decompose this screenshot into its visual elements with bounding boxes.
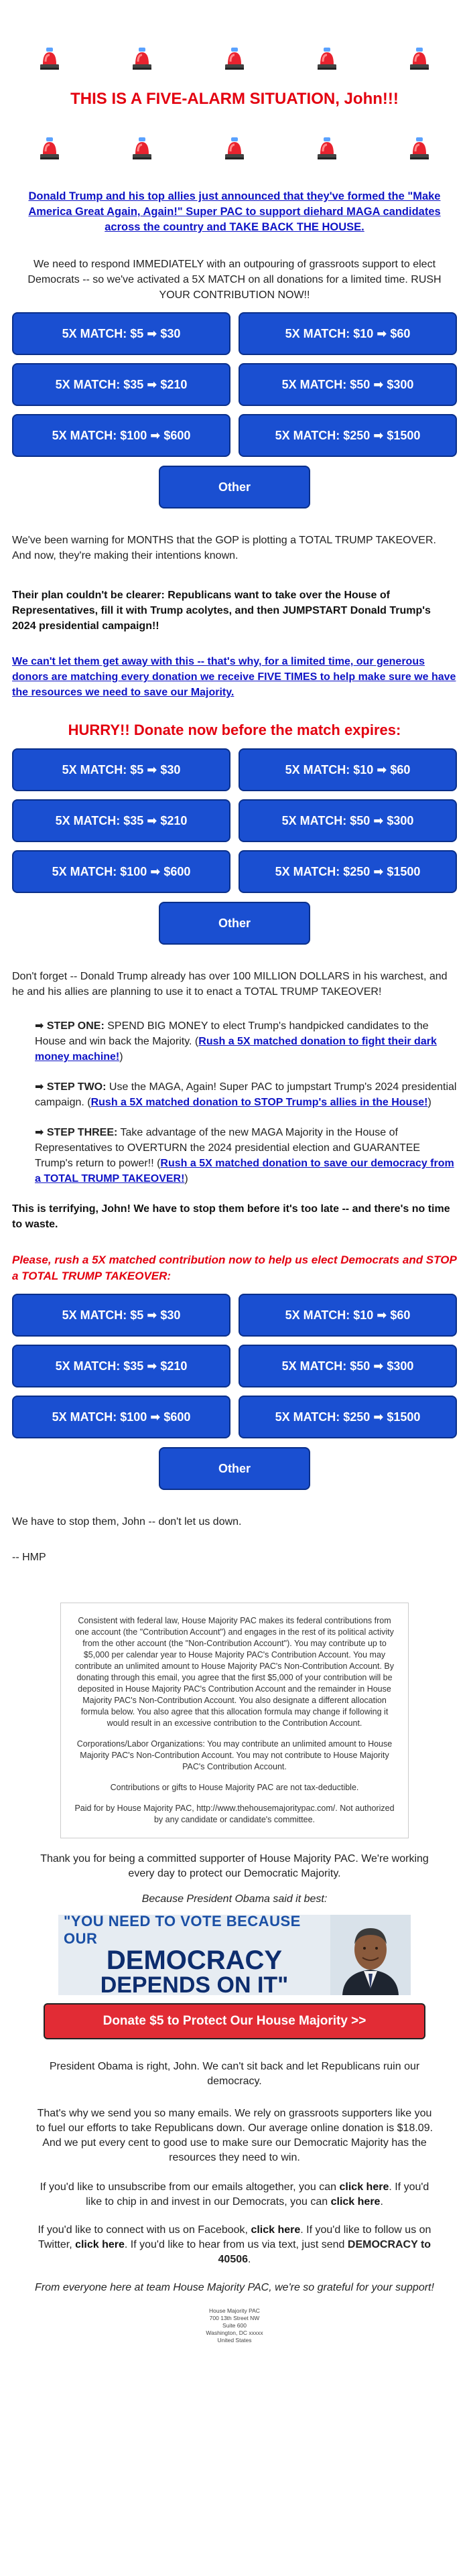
donate-50-button[interactable]: 5X MATCH: $50 ➡ $300 <box>239 799 457 842</box>
donate-50-button[interactable]: 5X MATCH: $50 ➡ $300 <box>239 363 457 406</box>
disclaimer-paid-for: Paid for by House Majority PAC, http://www.thehousemajoritypac.com/. Not authorized by any candidate or candidate's committee. <box>74 1804 395 1824</box>
banner-text <box>58 1915 330 1995</box>
donate-5-button[interactable]: 5X MATCH: $5 ➡ $30 <box>12 1294 230 1337</box>
donate-10-button[interactable]: 5X MATCH: $10 ➡ $60 <box>239 748 457 791</box>
hurry-heading: HURRY!! Donate now before the match expires: <box>68 722 401 738</box>
siren-row-top <box>12 0 457 72</box>
obama-intro: Because President Obama said it best: <box>141 1893 328 1905</box>
unsubscribe-text: If you'd like to unsubscribe from our emails altogether, you can click here. If you'd like to chip in and invest in our Democrats, you can click here. <box>40 2181 429 2208</box>
address-line: Washington, DC xxxxx <box>206 2329 263 2336</box>
signature: -- HMP <box>12 1552 46 1563</box>
donate-35-button[interactable]: 5X MATCH: $35 ➡ $210 <box>12 363 230 406</box>
disclaimer-tax: Contributions or gifts to House Majority PAC are not tax-deductible. <box>110 1783 359 1792</box>
donate-5-button[interactable]: 5X MATCH: $5 ➡ $30 <box>12 312 230 355</box>
siren-icon <box>36 135 63 162</box>
donate-50-button[interactable]: 5X MATCH: $50 ➡ $300 <box>239 1345 457 1387</box>
donate-250-button[interactable]: 5X MATCH: $250 ➡ $1500 <box>239 414 457 457</box>
disclaimer-contribution: Consistent with federal law, House Majority PAC makes its federal contributions from one account (the "Contribution Account") and engages in the rest of its political activity from the other account (the "Non-Contribution Account"). You may contribute up to $5,000 per calendar year to House Majority PAC's Contribution Account. You may contribute an unlimited amount to House Majority PAC's Non-Contribution Account. By donating through this email, you agree that the first $5,000 of your contribution will be deposited in House Majority PAC's Contribution Account and the remainder in House Majority PAC's Non-Contribution Account. You also designate a different allocation formula below. You also agree that this allocation formula may change if following it would result in an excessive contribution to the Contribution Account. <box>74 1616 394 1728</box>
donate-100-button[interactable]: 5X MATCH: $100 ➡ $600 <box>12 850 230 893</box>
chip-in-link[interactable]: click here <box>330 2196 381 2208</box>
step-one <box>35 1018 457 1065</box>
donate-100-button[interactable]: 5X MATCH: $100 ➡ $600 <box>12 414 230 457</box>
thanks-text: Thank you for being a committed supporter of House Majority PAC. We're working every day to protect our Democratic Majority. <box>40 1853 429 1879</box>
siren-icon <box>314 46 340 72</box>
banner-democracy: DEMOCRACY <box>106 1946 283 1975</box>
twitter-link[interactable]: click here <box>75 2239 125 2250</box>
closing-line: We have to stop them, John -- don't let us down. <box>12 1516 242 1528</box>
siren-icon <box>36 46 63 72</box>
donate-5-button[interactable]: 5X MATCH: $5 ➡ $30 <box>12 748 230 791</box>
legal-disclaimer <box>60 1603 409 1838</box>
donate-250-button[interactable]: 5X MATCH: $250 ➡ $1500 <box>239 850 457 893</box>
address-line: United States <box>217 2337 252 2344</box>
mailing-address <box>12 2307 457 2344</box>
donate-100-button[interactable]: 5X MATCH: $100 ➡ $600 <box>12 1396 230 1438</box>
warning-text: We've been warning for MONTHS that the GOP is plotting a TOTAL TRUMP TAKEOVER. And now, they're making their intentions known. <box>12 535 436 561</box>
step-label: ➡ STEP THREE: <box>35 1127 118 1138</box>
steps-list <box>35 1018 457 1187</box>
donation-grid-3 <box>12 1294 457 1438</box>
address-line: House Majority PAC <box>209 2307 260 2314</box>
banner-quote: "YOU NEED TO VOTE BECAUSE OUR <box>64 1915 301 1947</box>
social-text: If you'd like to connect with us on Facebook, click here. If you'd like to follow us on Twitter, click here. If you'd like to hear from us via text, just send DEMOCRACY to 40506. <box>38 2224 431 2265</box>
obama-photo <box>330 1915 411 1995</box>
address-line: Suite 600 <box>222 2322 247 2329</box>
donation-grid-2 <box>12 748 457 893</box>
donate-other-button[interactable]: Other <box>159 902 310 945</box>
alarm-headline: THIS IS A FIVE-ALARM SITUATION, John!!! <box>70 90 399 108</box>
donation-grid-1 <box>12 312 457 457</box>
donate-other-button[interactable]: Other <box>159 466 310 509</box>
banner-depends: DEPENDS ON IT" <box>100 1972 289 1995</box>
warchest-text: Don't forget -- Donald Trump already has over 100 MILLION DOLLARS in his warchest, and he and his allies are planning to use it to enact a TOTAL TRUMP TAKEOVER! <box>12 971 448 998</box>
donate-other-button[interactable]: Other <box>159 1447 310 1490</box>
siren-row-bottom <box>12 135 457 162</box>
siren-icon <box>406 46 433 72</box>
donate-5-protect-button[interactable]: Donate $5 to Protect Our House Majority >> <box>44 2003 425 2039</box>
grassroots-text: That's why we send you so many emails. We rely on grassroots supporters like you to fuel our efforts to take Republicans down. Our average online donation is $18.09. And we put every cent to good use to make sure our Democratic Majority has the resources they need to win. <box>36 2108 433 2163</box>
siren-icon <box>221 46 248 72</box>
step-tail: ) <box>119 1051 123 1063</box>
donate-35-button[interactable]: 5X MATCH: $35 ➡ $210 <box>12 1345 230 1387</box>
lead-link[interactable]: Donald Trump and his top allies just announced that they've formed the "Make America Great Again, Again!" Super PAC to support diehard MAGA candidates across the country and TAKE BACK THE HOUSE. <box>28 190 441 233</box>
step-link[interactable]: Rush a 5X matched donation to save our democracy from a TOTAL TRUMP TAKEOVER! <box>35 1158 454 1184</box>
siren-icon <box>406 135 433 162</box>
obama-quote-banner[interactable] <box>58 1915 411 1995</box>
address-line: 700 13th Street NW <box>209 2315 260 2321</box>
donate-250-button[interactable]: 5X MATCH: $250 ➡ $1500 <box>239 1396 457 1438</box>
step-tail: ) <box>427 1097 431 1108</box>
urgent-text: Please, rush a 5X matched contribution now to help us elect Democrats and STOP a TOTAL TRUMP TAKEOVER: <box>12 1253 457 1282</box>
step-link[interactable]: Rush a 5X matched donation to STOP Trump's allies in the House! <box>90 1097 428 1108</box>
facebook-link[interactable]: click here <box>251 2224 301 2236</box>
step-label: ➡ STEP TWO: <box>35 1081 107 1093</box>
obama-right-text: President Obama is right, John. We can't sit back and let Republicans ruin our democracy. <box>49 2061 420 2087</box>
step-text: SPEND BIG MONEY to elect Trump's handpicked candidates to the House and win back the Majority. ( <box>35 1020 429 1047</box>
step-two <box>35 1079 457 1110</box>
text-keyword: DEMOCRACY to 40506 <box>218 2239 431 2265</box>
step-text: Use the MAGA, Again! Super PAC to jumpstart Trump's 2024 presidential campaign. ( <box>35 1081 457 1108</box>
plan-text: Their plan couldn't be clearer: Republicans want to take over the House of Representatives, fill it with Trump acolytes, and then JUMPSTART Donald Trump's 2024 presidential campaign!! <box>12 590 431 632</box>
terrifying-text: This is terrifying, John! We have to stop them before it's too late -- and there's no time to waste. <box>12 1203 450 1230</box>
unsubscribe-link[interactable]: click here <box>339 2181 389 2193</box>
step-text: Take advantage of the new MAGA Majority in the House of Representatives to OVERTURN the 2024 presidential election and GUARANTEE Trump's return to power!! ( <box>35 1127 421 1169</box>
step-tail: ) <box>184 1173 188 1184</box>
disclaimer-corporations: Corporations/Labor Organizations: You may contribute an unlimited amount to House Majority PAC's Non-Contribution Account. You may not contribute to House Majority PAC's Contribution Account. <box>76 1739 393 1771</box>
grateful-text: From everyone here at team House Majority PAC, we're so grateful for your support! <box>35 2282 434 2293</box>
match-link[interactable]: We can't let them get away with this -- that's why, for a limited time, our generous donors are matching every donation we receive FIVE TIMES to help make sure we have the resources we need to save our Majority. <box>12 656 456 698</box>
step-three <box>35 1125 457 1187</box>
siren-icon <box>221 135 248 162</box>
siren-icon <box>129 135 155 162</box>
step-link[interactable]: Rush a 5X matched donation to fight their dark money machine! <box>35 1036 437 1063</box>
donate-10-button[interactable]: 5X MATCH: $10 ➡ $60 <box>239 312 457 355</box>
intro-text: We need to respond IMMEDIATELY with an outpouring of grassroots support to elect Democrats -- so we've activated a 5X MATCH on all donations for a limited time. RUSH YOUR CONTRIBUTION NOW!! <box>27 259 442 301</box>
siren-icon <box>314 135 340 162</box>
donate-35-button[interactable]: 5X MATCH: $35 ➡ $210 <box>12 799 230 842</box>
siren-icon <box>129 46 155 72</box>
step-label: ➡ STEP ONE: <box>35 1020 105 1032</box>
donate-10-button[interactable]: 5X MATCH: $10 ➡ $60 <box>239 1294 457 1337</box>
